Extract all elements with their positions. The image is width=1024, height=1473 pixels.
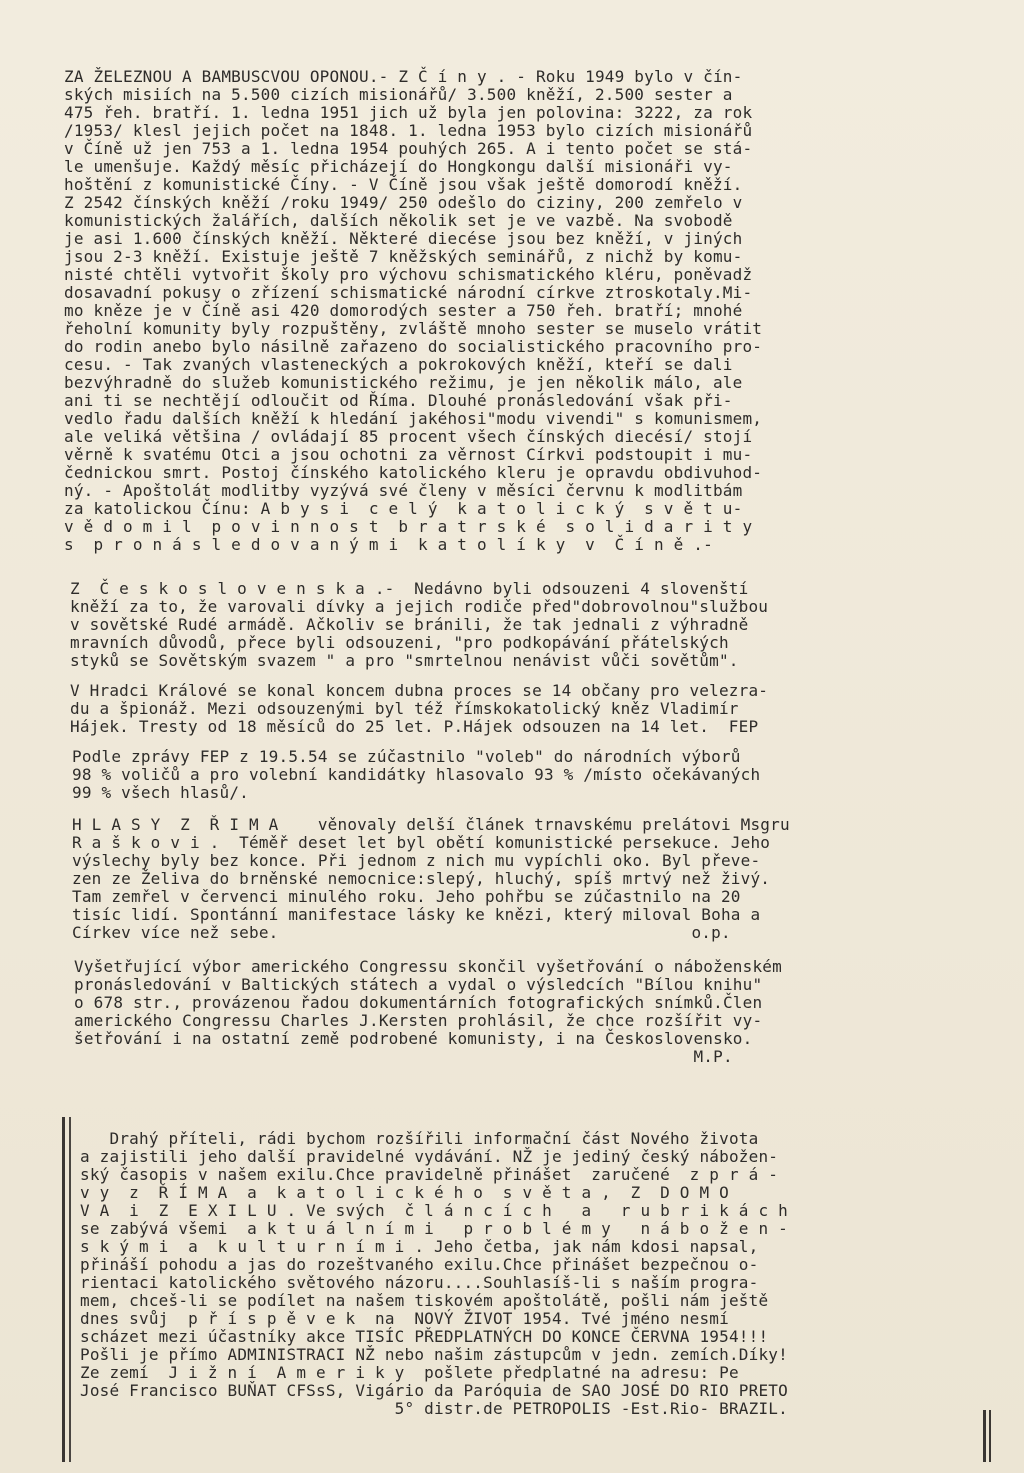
text-line: 475 řeh. bratří. 1. ledna 1951 jich už byla jen polovina: 3222, za rok: [64, 103, 753, 122]
text-line: du a špionáž. Mezi odsouzenými byl též římskokatolický kněz Vladimír: [70, 699, 739, 718]
text-line: Hájek. Tresty od 18 měsíců do 25 let. P.Hájek odsouzen na 14 let. FEP: [70, 717, 759, 736]
text-line: Drahý příteli, rádi bychom rozšířili informační část Nového života: [80, 1129, 759, 1148]
text-line: 98 % voličů a pro volební kandidátky hlasovalo 93 % /místo očekávaných: [72, 765, 761, 784]
text-line: výslechy byly bez konce. Při jednom z nich mu vypíchli oko. Byl převe-: [72, 851, 761, 870]
text-line: M.P.: [74, 1047, 733, 1066]
text-line: ský časopis v našem exilu.Chce pravidelně přinášet zaručené z p r á -: [80, 1165, 779, 1184]
text-line: ZA ŽELEZNOU A BAMBUSCVOU OPONOU.- Z Č í n y . - Roku 1949 bylo v čín-: [64, 67, 743, 86]
text-line: s p r o n á s l e d o v a n ý m i k a t o l í k y v Č í n ě .-: [64, 535, 713, 554]
margin-rule: [69, 1117, 71, 1462]
text-line: rientaci katolického světového názoru....Souhlasíš-li s naším progra-: [80, 1273, 759, 1292]
text-line: jsou 2-3 kněží. Existuje ještě 7 kněžských seminářů, z nichž by komu-: [64, 247, 743, 266]
margin-rule: [62, 1117, 65, 1462]
text-line: le umenšuje. Každý měsíc přicházejí do Hongkongu další misionáři vy-: [64, 157, 733, 176]
text-line: 5° distr.de PETROPOLIS -Est.Rio- BRAZIL.: [80, 1399, 788, 1418]
text-line: pronásledování v Baltických státech a vydal o výsledcích "Bílou knihu": [74, 975, 763, 994]
text-line: zen ze Želiva do brněnské nemocnice:slepý, hluchý, spíš mrtvý než živý.: [72, 869, 771, 888]
text-line: dosavadní pokusy o zřízení schismatické národní církve ztroskotaly.Mi-: [64, 283, 753, 302]
text-line: mem, chceš-li se podílet na našem tiskovém apoštolátě, pošli nám ještě: [80, 1291, 769, 1310]
text-line: mo kněze je v Číně asi 420 domorodých sester a 750 řeh. bratří; mnohé: [64, 301, 743, 320]
text-line: kněží za to, že varovali dívky a jejich rodiče před"dobrovolnou"službou: [70, 597, 769, 616]
text-line: V A i Z E X I L U . Ve svých č l á n c í c h a r u b r i k á c h: [80, 1201, 788, 1220]
text-line: cesu. - Tak zvaných vlasteneckých a pokrokových kněží, kteří se dali: [64, 355, 733, 374]
text-line: V Hradci Králové se konal koncem dubna proces se 14 občany pro velezra-: [70, 681, 769, 700]
text-line: amerického Congressu Charles J.Kersten prohlásil, že chce rozšířit vy-: [74, 1011, 763, 1030]
text-line: tisíc lidí. Spontánní manifestace lásky ke knězi, který miloval Boha a: [72, 905, 761, 924]
text-line: Pošli je přímo ADMINISTRACI NŽ nebo našim zástupcům v jedn. zemích.Díky!: [80, 1345, 788, 1364]
text-line: přináší pohodu a jas do rozeštvaného exilu.Chce přinášet bezpečnou o-: [80, 1255, 759, 1274]
text-line: se zabývá všemi a k t u á l n í m i p r o b l é m y n á b o ž e n -: [80, 1219, 788, 1238]
text-line: komunistických žalářích, dalších několik set je ve vazbě. Na svobodě: [64, 211, 733, 230]
text-line: o 678 str., provázenou řadou dokumentárních fotografických snímků.Člen: [74, 993, 763, 1012]
text-line: v y z Ř Í M A a k a t o l i c k é h o s v ě t a , Z D O M O: [80, 1183, 729, 1202]
text-line: ný. - Apoštolát modlitby vyzývá své členy v měsíci červnu k modlitbám: [64, 481, 743, 500]
text-line: ani ti se nechtějí odloučit od Říma. Dlouhé pronásledování však při-: [64, 391, 733, 410]
text-line: v Číně už jen 753 a 1. ledna 1954 pouhých 265. A i tento počet se stá-: [64, 139, 753, 158]
text-line: José Francisco BUŇAT CFSsS, Vigário da Paróquia de SAO JOSÉ DO RIO PRETO: [80, 1381, 788, 1400]
text-line: /1953/ klesl jejich počet na 1848. 1. ledna 1953 bylo cizích misionářů: [64, 121, 753, 140]
text-line: Podle zprávy FEP z 19.5.54 se zúčastnilo "voleb" do národních výborů: [72, 747, 741, 766]
margin-rule: [983, 1410, 986, 1462]
text-line: čednickou smrt. Postoj čínského katolického kleru je opravdu obdivuhod-: [64, 463, 763, 482]
text-line: vedlo řadu dalších kněží k hledání jakéhosi"modu vivendi" s komunismem,: [64, 409, 763, 428]
text-line: je asi 1.600 čínských kněží. Některé diecése jsou bez kněží, v jiných: [64, 229, 743, 248]
text-line: H L A S Y Z Ř I M A věnovaly delší článek trnavskému prelátovi Msgru: [72, 815, 790, 834]
text-line: Vyšetřující výbor amerického Congressu skončil vyšetřování o náboženském: [74, 957, 782, 976]
text-line: bezvýhradně do služeb komunistického režimu, je jen několik málo, ale: [64, 373, 743, 392]
text-line: ale veliká většina / ovládají 85 procent všech čínských diecésí/ stojí: [64, 427, 753, 446]
text-line: a zajistili jeho další pravidelné vydávání. NŽ je jediný český nábožen-: [80, 1147, 779, 1166]
text-line: styků se Sovětským svazem " a pro "smrtelnou nenávist vůči sovětům".: [70, 651, 739, 670]
text-line: Tam zemřel v červenci minulého roku. Jeho pohřbu se zúčastnilo na 20: [72, 887, 741, 906]
text-line: s k ý m i a k u l t u r n í m i . Jeho četba, jak nám kdosi napsal,: [80, 1237, 759, 1256]
text-line: Z Č e s k o s l o v e n s k a .- Nedávno byli odsouzeni 4 slovenští: [70, 579, 749, 598]
text-line: věrně k svatému Otci a jsou ochotni za věrnost Církvi podstoupit i mu-: [64, 445, 753, 464]
text-line: dnes svůj p ř í s p ě v e k na NOVÝ ŽIVOT 1954. Tvé jméno nesmí: [80, 1309, 729, 1328]
text-line: mravních důvodů, přece byli odsouzeni, "pro podkopávání přátelských: [70, 633, 729, 652]
text-line: Ze zemí J i ž n í A m e r i k y pošlete předplatné na adresu: Pe: [80, 1363, 739, 1382]
text-line: v ě d o m i l p o v i n n o s t b r a t r s k é s o l i d a r i t y: [64, 517, 753, 536]
text-line: ských misiích na 5.500 cizích misionářů/ 3.500 kněží, 2.500 sester a: [64, 85, 733, 104]
text-line: řeholní komunity byly rozpuštěny, zvláště mnoho sester se muselo vrátit: [64, 319, 763, 338]
text-line: nisté chtěli vytvořit školy pro výchovu schismatického kléru, poněvadž: [64, 265, 753, 284]
text-line: v sovětské Rudé armádě. Ačkoliv se bránili, že tak jednali z výhradně: [70, 615, 749, 634]
text-line: do rodin anebo bylo násilně zařazeno do socialistického pracovního pro-: [64, 337, 763, 356]
text-line: R a š k o v i . Téměř deset let byl obětí komunistické persekuce. Jeho: [72, 833, 771, 852]
text-line: šetřování i na ostatní země podrobené komunisty, i na Československo.: [74, 1029, 753, 1048]
text-line: hoštění z komunistické Číny. - V Číně jsou však ještě domorodí kněží.: [64, 175, 743, 194]
margin-rule: [989, 1410, 991, 1462]
text-line: Z 2542 čínských kněží /roku 1949/ 250 odešlo do ciziny, 200 zemřelo v: [64, 193, 743, 212]
text-line: scházet mezi účastníky akce TISÍC PŘEDPLATNÝCH DO KONCE ČERVNA 1954!!!: [80, 1327, 769, 1346]
text-line: 99 % všech hlasů/.: [72, 783, 249, 802]
text-line: za katolickou Čínu: A b y s i c e l ý k a t o l i c k ý s v ě t u-: [64, 499, 743, 518]
text-line: Církev více než sebe. o.p.: [72, 923, 731, 942]
